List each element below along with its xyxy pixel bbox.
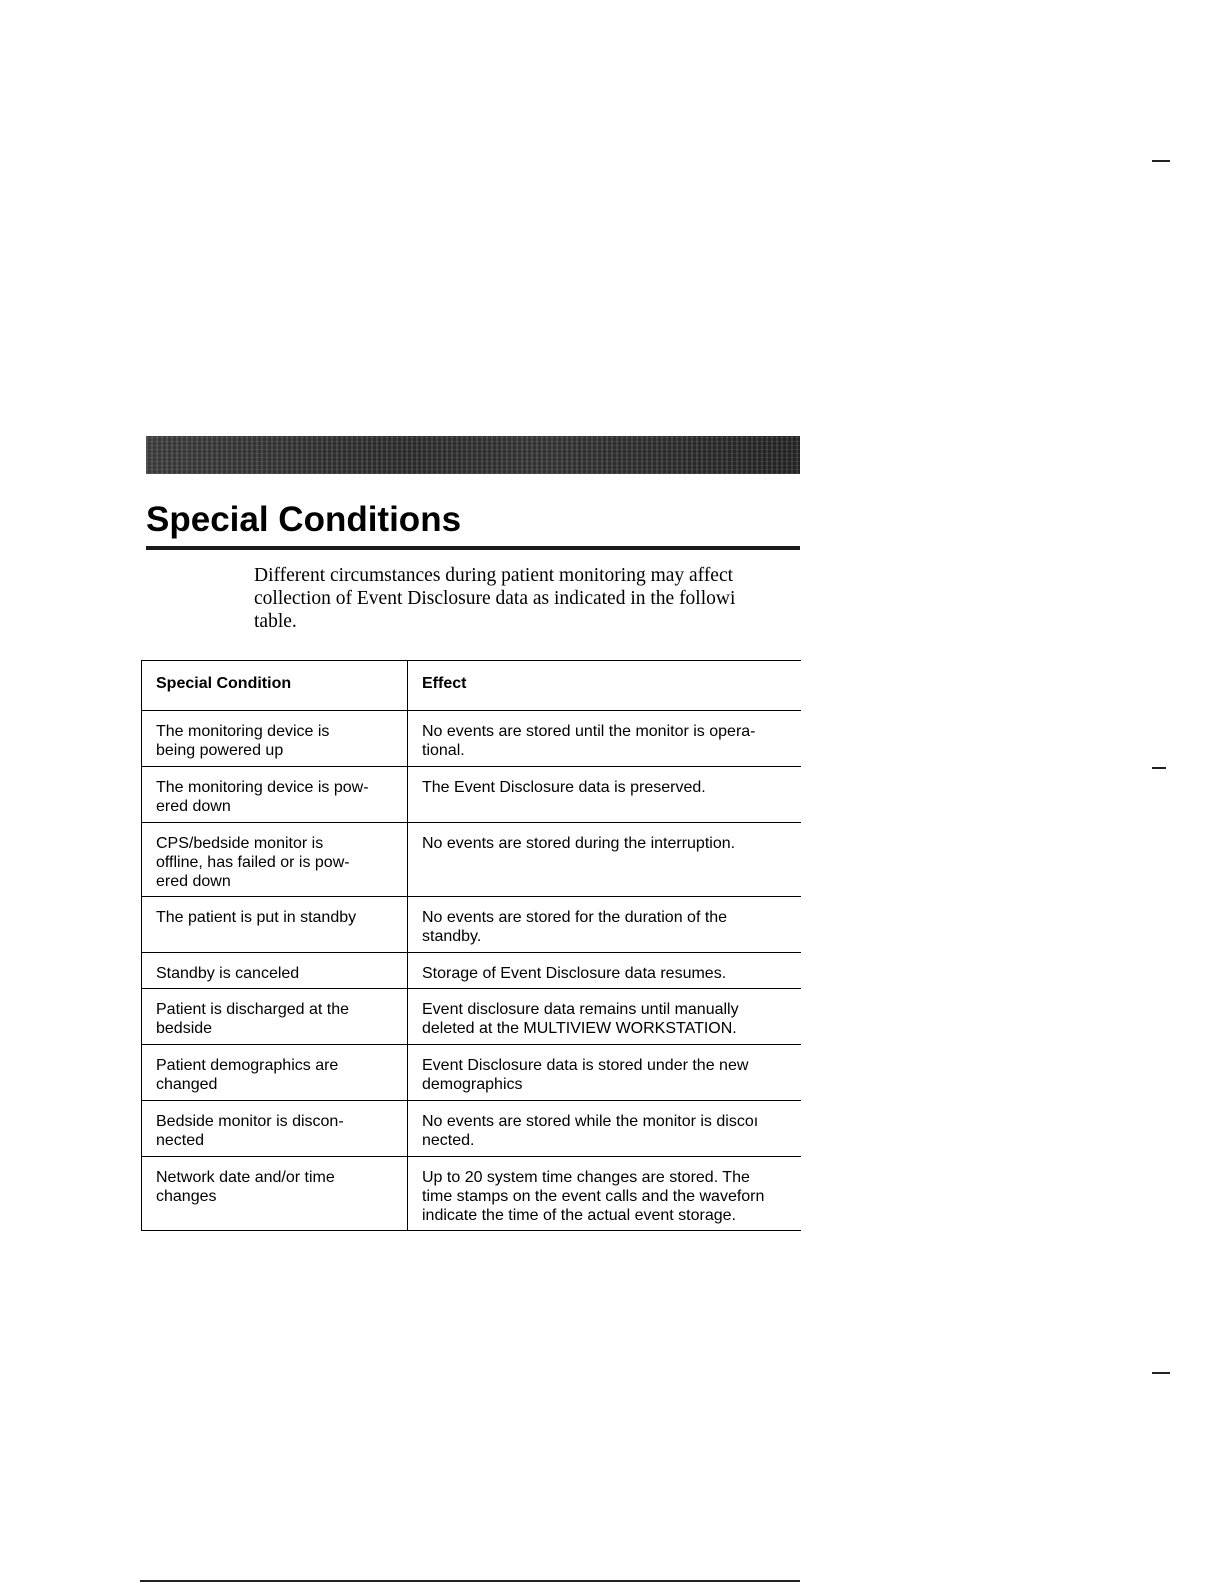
- effect-line: time stamps on the event calls and the waveforn: [422, 1188, 765, 1205]
- condition-line: Bedside monitor is discon-: [156, 1113, 344, 1130]
- condition-cell: [142, 897, 408, 953]
- effect-line: Event disclosure data remains until manually: [422, 1001, 739, 1018]
- condition-line: nected: [156, 1132, 205, 1149]
- effect-line: The Event Disclosure data is preserved.: [422, 779, 706, 796]
- section-banner-bar: [146, 436, 800, 474]
- effect-line: Storage of Event Disclosure data resumes.: [422, 965, 727, 982]
- condition-line: The monitoring device is: [156, 723, 330, 740]
- table-row: [142, 711, 801, 767]
- effect-line: deleted at the MULTIVIEW WORKSTATION.: [422, 1020, 737, 1037]
- effect-cell: [408, 767, 801, 823]
- header-effect: Effect: [422, 675, 467, 692]
- effect-cell: [408, 1101, 801, 1157]
- condition-line: ered down: [156, 798, 231, 815]
- effect-cell: [408, 1045, 801, 1101]
- effect-cell: [408, 711, 801, 767]
- table-row: [142, 989, 801, 1045]
- condition-cell: [142, 1045, 408, 1101]
- condition-cell: [142, 711, 408, 767]
- table-row: [142, 823, 801, 897]
- condition-line: Patient demographics are: [156, 1057, 339, 1074]
- effect-line: No events are stored for the duration of the: [422, 909, 728, 926]
- effect-cell: [408, 989, 801, 1045]
- effect-line: No events are stored while the monitor is discoı: [422, 1113, 759, 1130]
- condition-line: bedside: [156, 1020, 213, 1037]
- special-conditions-table: [141, 660, 801, 1231]
- intro-line: Different circumstances during patient monitoring may affect: [254, 565, 734, 586]
- effect-cell: [408, 1157, 801, 1231]
- intro-line: table.: [254, 611, 297, 632]
- condition-line: CPS/bedside monitor is: [156, 835, 324, 852]
- condition-line: ered down: [156, 873, 231, 890]
- margin-mark: [1152, 1372, 1170, 1374]
- effect-line: No events are stored during the interruption.: [422, 835, 736, 852]
- condition-line: changes: [156, 1188, 217, 1205]
- table-row: [142, 953, 801, 989]
- effect-cell: [408, 823, 801, 897]
- condition-cell: [142, 989, 408, 1045]
- effect-line: standby.: [422, 928, 482, 945]
- table-row: [142, 1157, 801, 1231]
- intro-paragraph: [254, 564, 800, 633]
- effect-line: Up to 20 system time changes are stored. The: [422, 1169, 750, 1186]
- effect-line: demographics: [422, 1076, 523, 1093]
- margin-mark: [1152, 160, 1170, 162]
- effect-line: Event Disclosure data is stored under the new: [422, 1057, 749, 1074]
- condition-line: Standby is canceled: [156, 965, 300, 982]
- condition-line: offline, has failed or is pow-: [156, 854, 350, 871]
- effect-line: No events are stored until the monitor is opera-: [422, 723, 756, 740]
- effect-cell: [408, 953, 801, 989]
- table-header-row: [142, 661, 801, 711]
- effect-line: nected.: [422, 1132, 475, 1149]
- page-title: Special Conditions: [146, 500, 462, 539]
- margin-mark: [1152, 767, 1166, 769]
- footer-rule: [140, 1580, 800, 1582]
- effect-cell: [408, 897, 801, 953]
- intro-line: collection of Event Disclosure data as indicated in the followi: [254, 588, 736, 609]
- effect-line: tional.: [422, 742, 465, 759]
- title-rule-divider: [146, 546, 800, 550]
- condition-line: Network date and/or time: [156, 1169, 335, 1186]
- table-row: [142, 1101, 801, 1157]
- condition-line: Patient is discharged at the: [156, 1001, 350, 1018]
- condition-line: The monitoring device is pow-: [156, 779, 369, 796]
- condition-line: The patient is put in standby: [156, 909, 357, 926]
- condition-cell: [142, 767, 408, 823]
- condition-line: being powered up: [156, 742, 284, 759]
- table-row: [142, 897, 801, 953]
- table-row: [142, 1045, 801, 1101]
- condition-cell: [142, 1101, 408, 1157]
- table-row: [142, 767, 801, 823]
- condition-cell: [142, 823, 408, 897]
- condition-cell: [142, 953, 408, 989]
- header-special-condition: Special Condition: [142, 661, 408, 711]
- condition-cell: [142, 1157, 408, 1231]
- condition-line: changed: [156, 1076, 218, 1093]
- effect-line: indicate the time of the actual event storage.: [422, 1207, 736, 1224]
